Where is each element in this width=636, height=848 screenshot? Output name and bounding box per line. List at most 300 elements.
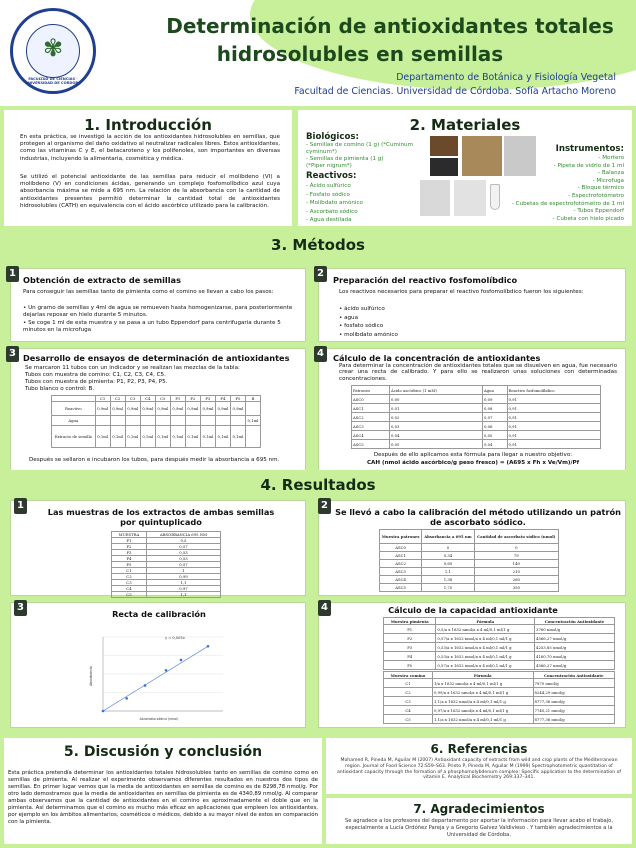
table-cell: C4: [384, 706, 433, 715]
result-4-title: Cálculo de la capacidad antioxidante: [388, 605, 558, 615]
method-3-line: Se marcaron 11 tubos con un indicador y se realizan las mezclas de la tabla:: [25, 365, 240, 371]
table-cell: ASC4: [352, 431, 390, 440]
method-3-line: Tubos con muestra de pimienta: P1, P2, P3, P4, P5.: [25, 379, 168, 385]
instrumento-item: - Cubetas de espectrofotómetro de 1 ml: [511, 200, 624, 207]
chart-ylabel: Absorbancia: [89, 666, 93, 686]
method-4-footer-1: Después de ello aplicamos esta fórmula para llegar a nuestro objetivo:: [373, 452, 573, 458]
university-logo: [10, 8, 96, 94]
table-cell: 0,9ml: [125, 402, 140, 416]
table-cell: 0,91: [507, 413, 600, 422]
table-cell: 0,9ml: [170, 402, 185, 416]
bio-item: - Semillas de comino (1 g) (*Cuminum cyminum*): [306, 142, 414, 155]
table-cell: 0,97/a x 1632 nmol/a x 4 ml/0,1 ml/1 g: [433, 706, 533, 715]
table-cell: C2: [384, 688, 433, 697]
table-row: [384, 625, 615, 634]
table-row: [384, 697, 615, 706]
table-cell: P4: [384, 652, 436, 661]
method-1-title: Obtención de extracto de semillas: [23, 275, 181, 285]
table-cell: [200, 416, 215, 426]
instrumento-item: - Microfuga: [592, 177, 624, 184]
method-2-list: [339, 305, 398, 339]
table-cell: 7740,21 nmol/g: [533, 706, 615, 715]
table-row: [380, 544, 559, 552]
table-cell: 1/a x 1632 nmol/a x 4 ml/0,1 ml/1 g: [433, 679, 533, 688]
table-cell: 0,9ml: [155, 402, 170, 416]
table-cell: 1,1: [146, 592, 220, 598]
reactivo-item: - Fosfato sódico: [306, 191, 350, 198]
table-row: [380, 568, 559, 576]
table-header-cell: Muestra patrones: [380, 530, 422, 544]
table-cell: 4160,70 nmol/g: [535, 652, 615, 661]
instrumento-item: - Pipeta de vidrio de 1 ml: [553, 162, 624, 169]
table-cell: ASC2: [380, 560, 422, 568]
table-row: [352, 413, 601, 422]
table-cell: 0,9ml: [110, 402, 125, 416]
table-row: [352, 422, 601, 431]
materials-section: [298, 110, 632, 226]
table-cell: 0,09: [482, 395, 507, 404]
table-cell: 0,05: [389, 440, 482, 449]
table-cell: 0,69: [422, 560, 474, 568]
logo-leaf-icon: ✾: [42, 34, 64, 62]
table-cell: P2: [112, 544, 147, 550]
table-cell: 0,9ml: [230, 402, 245, 416]
table-header-cell: B: [245, 396, 260, 402]
method-2-item-text: agua: [344, 314, 359, 321]
table-cell: P2: [384, 634, 436, 643]
table-row: [352, 404, 601, 413]
chart-point: [102, 710, 105, 713]
method-3-title: Desarrollo de ensayos de determinación de antioxidantes: [23, 353, 290, 363]
table-cell: 0,53/a x 1632 nmol/a x 4 ml/0,1 ml/1 g: [436, 643, 535, 652]
method-4-panel: [318, 348, 626, 472]
table-cell: 0,9ml: [95, 402, 110, 416]
reactivo-item: - Ácido sulfúrico: [306, 183, 351, 189]
table-row: [384, 634, 615, 643]
method-4-badge: 4: [314, 346, 327, 362]
table-row: [112, 592, 221, 598]
results-title: 4. Resultados: [260, 476, 376, 494]
result-4-badge: 4: [318, 600, 331, 616]
table-header-cell: C5: [155, 396, 170, 402]
table-cell: 4566,27 nmol/g: [535, 634, 615, 643]
table-cell: 0,1ml: [170, 426, 185, 448]
method-2-title: Preparación del reactivo fosfomolíbdico: [333, 275, 518, 285]
instrumento-item: - Mortero: [598, 155, 624, 161]
method-3-badge: 3: [6, 346, 19, 362]
table-header-cell: Reactivo fosfomolíbdico: [507, 386, 600, 395]
result-2-badge: 2: [318, 498, 331, 514]
result-4-table-comino: [383, 671, 615, 724]
thanks-text: Se agradece a los profesores del departamento por aportar la información para llevar acabo el trabajo, especialmente a Lucía Ordóñez Pareja y a Gregorio Galvez Valdivieso . Y también agradecimientos a la Universidad de Córdoba.: [344, 818, 614, 838]
table-cell: 1,1/a x 1632 nmol/a x 4 ml/0,1 ml/1 g: [433, 697, 533, 706]
result-2-table: [379, 529, 559, 592]
method-2-panel: [318, 268, 626, 342]
method-2-item: [339, 331, 398, 340]
table-cell: 7970 nmol/g: [533, 679, 615, 688]
intro-paragraph-2: Se utilizó el potencial antioxidante de las semillas para reducir el molibdeno (VI) a molibdeno (V) en condiciones ácidas, generando un complejo fosfomolíbdico azul cuya absorbancia máxima se mide a 695 nm. La relación de la absorbancia con la cantidad de antioxidantes presentes permitió determinar la cantidad total de antioxidantes hidrosolubles (CATH) en equivalencia con el ácido ascórbico utilizado para la calibración.: [20, 174, 280, 209]
table-cell: [245, 402, 260, 416]
bio-item: - Semillas de pimienta (1 g) (*Piper nigrum*): [306, 156, 384, 169]
table-cell: 0,9ml: [140, 402, 155, 416]
table-cell: 0,1ml: [125, 426, 140, 448]
table-cell: ASC0: [380, 544, 422, 552]
logo-text: FACULTAD DE CIENCIAS · UNIVERSIDAD DE CÓRDOBA: [25, 77, 81, 85]
method-1-intro: Para conseguir las semillas tanto de pimienta como el comino se llevan a cabo los pasos:: [23, 289, 274, 295]
table-cell: ASC3: [352, 422, 390, 431]
result-3-panel: [10, 602, 306, 728]
table-row: [380, 560, 559, 568]
table-cell: 4253,85 nmol/g: [535, 643, 615, 652]
table-cell: 0,07: [482, 413, 507, 422]
bullet-icon: •: [339, 306, 345, 312]
method-2-intro: Los reactivos necesarios para preparar el reactivo fosfomolíbdico fueron los siguientes:: [339, 289, 584, 295]
table-cell: 8777,36 nmol/g: [533, 697, 615, 706]
chart-legend: y = 0,005x: [165, 636, 185, 640]
bullet-icon: •: [23, 305, 29, 311]
table-cell: C5: [112, 592, 147, 598]
table-cell: 0,1ml: [155, 426, 170, 448]
table-header-cell: Fórmula: [436, 618, 535, 625]
table-header-cell: P1: [170, 396, 185, 402]
table-cell: 0,53/a x 1632 nmol/a x 4 ml/0,1 ml/1 g: [436, 652, 535, 661]
table-cell: [230, 416, 245, 426]
methods-band: [0, 230, 636, 478]
instrumento-item: - Tubos Eppendorf: [573, 208, 624, 215]
result-1-table: [111, 531, 221, 598]
table-cell: ASC2: [352, 413, 390, 422]
table-header-cell: P5: [230, 396, 245, 402]
method-4-title: Cálculo de la concentración de antioxidantes: [333, 353, 541, 363]
table-cell: [215, 416, 230, 426]
table-cell: 8777,36 nmol/g: [533, 715, 615, 724]
table-cell: 0,91: [507, 431, 600, 440]
bullet-icon: •: [339, 314, 345, 321]
table-cell: 1,1: [422, 568, 474, 576]
title-line-2: hidrosolubles en semillas: [216, 42, 504, 66]
table-header-cell: ABSORBANCIA 695 NM: [146, 532, 220, 538]
table-cell: ASC5: [352, 440, 390, 449]
table-cell: 0,9ml: [215, 402, 230, 416]
table-cell: 4566,27 nmol/g: [535, 661, 615, 670]
references-text: Mohamed R, Pineda M, Aguilar M (2007) Antioxidant capacity of extracts from wild and crop plants of the Mediterranean region. Journal of Food Science 72:S59–S63. Prieto P, Pineda M, Aguilar M (1999) Spectrophotometric quantitation of antioxidant capacity through the formation of a phosphomolybdenum complex: Specific application to the determination of vitamin E. Analytical Biochemistry 269:337–341.: [336, 758, 622, 781]
discussion-section: [4, 738, 322, 844]
bottom-band: [0, 734, 636, 848]
table-cell: 0,1ml: [200, 426, 215, 448]
table-cell: 0,57/a x 1632 nmol/a x 4 ml/0,1 ml/1 g: [436, 634, 535, 643]
table-cell: 0,00: [389, 395, 482, 404]
table-header-row: [352, 386, 601, 395]
table-cell: P3: [384, 643, 436, 652]
method-1-step-text: Un gramo de semillas y 4ml de agua se remueven hasta homogenizarse, para posteriormente dejarlas reposar en hielo durante 5 minutos.: [23, 305, 293, 319]
table-cell: P4: [112, 556, 147, 562]
method-2-item-text: ácido sulfúrico: [344, 306, 385, 312]
table-cell: 210: [474, 568, 558, 576]
reactivos-title: Reactivos:: [306, 171, 357, 181]
result-2-panel: [318, 500, 626, 596]
result-1-panel: [10, 500, 306, 596]
cumin-seeds-photo: [430, 136, 458, 156]
microfuge-photo: [420, 180, 450, 216]
table-header-cell: Ácido ascórbico (1 mM): [389, 386, 482, 395]
table-header-cell: C1: [95, 396, 110, 402]
table-cell: ASC1: [352, 404, 390, 413]
table-row: [380, 552, 559, 560]
table-header-cell: Concentración Antioxidante: [535, 618, 615, 625]
method-3-line: Tubos con muestra de comino: C1, C2, C3, C4, C5.: [25, 372, 166, 378]
table-cell: 0,53: [146, 550, 220, 556]
chart-point: [144, 684, 147, 687]
table-header-cell: P2: [185, 396, 200, 402]
table-cell: C1: [384, 679, 433, 688]
instrumento-item: - Bloque térmico: [577, 185, 624, 192]
method-3-line: Tubo blanco o control: B.: [25, 386, 95, 392]
table-header-cell: MUESTRA: [112, 532, 147, 538]
table-header-cell: Concentración Antioxidante: [533, 672, 615, 679]
reactivos-list: [306, 182, 363, 225]
table-cell: 0,06: [482, 422, 507, 431]
table-cell: 0,01: [389, 404, 482, 413]
table-cell: 0,91: [507, 422, 600, 431]
table-cell: 0,1ml: [215, 426, 230, 448]
table-cell: 1: [146, 568, 220, 574]
table-cell: P1: [112, 538, 147, 544]
table-cell: 0,91: [507, 395, 600, 404]
instr-title: Instrumentos:: [555, 144, 624, 154]
table-row: [352, 431, 601, 440]
table-cell: 0,08: [482, 404, 507, 413]
table-cell: P3: [112, 550, 147, 556]
table-row: [380, 576, 559, 584]
method-1-step: [23, 320, 301, 334]
table-cell: 0,97: [146, 586, 220, 592]
table-header-cell: Agua: [482, 386, 507, 395]
result-1-badge: 1: [14, 498, 27, 514]
table-header-cell: Muestra pimienta: [384, 618, 436, 625]
table-cell: 0,57/a x 1632 nmol/a x 4 ml/0,1 ml/1 g: [436, 661, 535, 670]
table-cell: [170, 416, 185, 426]
table-row: [52, 426, 261, 448]
table-cell: 1,1: [146, 580, 220, 586]
table-row: [384, 706, 615, 715]
table-cell: 0,1ml: [230, 426, 245, 448]
result-4-panel: [318, 602, 626, 728]
chart-xlabel: Ascorbato sódico (nmol): [139, 717, 179, 721]
table-cell: ASC1: [380, 552, 422, 560]
method-2-item: [339, 305, 398, 314]
table-cell: [155, 416, 170, 426]
method-3-table: [51, 395, 261, 448]
table-cell: 79: [474, 552, 558, 560]
table-cell: 0,91: [507, 404, 600, 413]
method-2-badge: 2: [314, 266, 327, 282]
method-3-footer: Después se sellaron e incubaron los tubos, para después medir la absorbancia a 695 nm.: [29, 457, 280, 463]
table-cell: 0,04: [482, 440, 507, 449]
chart-point: [165, 669, 168, 672]
table-cell: 0,1ml: [185, 426, 200, 448]
table-row: [384, 643, 615, 652]
table-row: [352, 395, 601, 404]
method-2-item: [339, 322, 398, 331]
table-cell: ASC4: [380, 576, 422, 584]
table-header-row: [112, 532, 221, 538]
table-cell: 0,34: [422, 552, 474, 560]
table-header-cell: Fórmula: [433, 672, 533, 679]
references-title: 6. Referencias: [430, 742, 528, 756]
reactivo-item: - Molibdato amónico: [306, 200, 363, 207]
references-section: [326, 738, 632, 794]
table-cell: Reactivo: [52, 402, 96, 416]
instrumento-item: - Cubeta con hielo picado: [552, 215, 624, 222]
result-4-table-pimienta: [383, 617, 615, 670]
table-header-cell: P3: [200, 396, 215, 402]
table-cell: P5: [384, 661, 436, 670]
table-cell: 0: [422, 544, 474, 552]
method-3-panel: [10, 348, 306, 472]
table-row: [352, 440, 601, 449]
table-cell: 1,1/a x 1632 nmol/a x 4 ml/0,1 ml/1 g: [433, 715, 533, 724]
table-cell: [95, 416, 110, 426]
reactivo-item: - Ascorbato sódico: [306, 208, 358, 215]
intro-paragraph-1: En esta práctica, se investigó la acción de los antioxidantes hidrosolubles en semillas, que protegen al organismo del daño oxidativo al neutralizar radicales libres. Estos antioxidantes, como las vitaminas C y E, el betacaroteno y los polifenoles, son importantes en diversas industrias, incluyendo la alimentaria, cosmética y médica.: [20, 134, 280, 162]
department: Departamento de Botánica y Fisiología Vegetal: [396, 72, 616, 83]
bullet-icon: •: [339, 331, 345, 338]
bullet-icon: •: [339, 323, 345, 330]
table-cell: 0,9ml: [185, 402, 200, 416]
table-row: [384, 652, 615, 661]
table-cell: 0,99: [146, 574, 220, 580]
method-1-step: [23, 305, 301, 319]
table-cell: 0,9ml: [200, 402, 215, 416]
table-cell: ASC5: [380, 584, 422, 592]
table-cell: ASC3: [380, 568, 422, 576]
intro-title: 1. Introducción: [84, 116, 212, 134]
chart-point: [180, 659, 183, 662]
chart-point: [125, 697, 128, 700]
table-cell: 0,57: [146, 544, 220, 550]
table-row: [384, 679, 615, 688]
table-header-cell: Muestra comino: [384, 672, 433, 679]
method-2-item-text: molibdato amónico: [344, 331, 398, 338]
table-row: [380, 584, 559, 592]
chart-point: [207, 645, 210, 648]
title-line-1: Determinación de antioxidantes totales: [166, 14, 614, 38]
table-cell: 0,1ml: [95, 426, 110, 448]
intro-section: [4, 110, 292, 226]
table-header-cell: C4: [140, 396, 155, 402]
table-cell: 0,05: [482, 431, 507, 440]
table-cell: 0,53: [146, 556, 220, 562]
method-4-formula: CAH (nmol ácido ascórbico/g peso fresco) = (A695 x Fh x Ve/Vm)/Pf: [366, 460, 580, 466]
bio-title: Biológicos:: [306, 132, 359, 142]
table-header-cell: P4: [215, 396, 230, 402]
method-1-panel: [10, 268, 306, 342]
table-cell: 260: [474, 576, 558, 584]
table-cell: C5: [384, 715, 433, 724]
table-cell: 0,5: [146, 538, 220, 544]
table-row: [384, 715, 615, 724]
table-header-row: [384, 672, 615, 679]
table-cell: [245, 426, 260, 448]
table-row: [384, 688, 615, 697]
table-cell: 0,1ml: [110, 426, 125, 448]
table-cell: 0: [474, 544, 558, 552]
table-cell: [125, 416, 140, 426]
table-cell: 0,5/a x 1632 nmol/a x 4 ml/0,1 ml/1 g: [436, 625, 535, 634]
table-cell: P1: [384, 625, 436, 634]
bullet-icon: •: [23, 320, 29, 326]
table-header-cell: C2: [110, 396, 125, 402]
table-cell: [140, 416, 155, 426]
method-4-intro: Para determinar la concentración de antioxidantes totales que se disuelven en agua, fue necesario crear una recta de calibrado. Y para ello se realizaron unas soluciones con determinadas concentraciones.: [339, 363, 617, 382]
table-cell: Agua: [52, 416, 96, 426]
table-header-cell: Cantidad de ascorbato sódico (nmol): [474, 530, 558, 544]
table-cell: [110, 416, 125, 426]
table-cell: C2: [112, 574, 147, 580]
table-row: [384, 661, 615, 670]
table-cell: 0,03: [389, 422, 482, 431]
table-cell: 1,75: [422, 584, 474, 592]
method-1-badge: 1: [6, 266, 19, 282]
materials-title: 2. Materiales: [409, 116, 521, 134]
table-cell: 0,57: [146, 562, 220, 568]
thanks-section: [326, 798, 632, 844]
method-2-item-text: fosfato sódico: [344, 323, 384, 330]
table-cell: 140: [474, 560, 558, 568]
result-2-title: Se llevó a cabo la calibración del método utilizando un patrón de ascorbato sódico.: [335, 507, 621, 527]
table-cell: [185, 416, 200, 426]
chart-trendline: [103, 646, 208, 711]
table-cell: 0,02: [389, 413, 482, 422]
header: [0, 0, 636, 107]
table-cell: 0,91: [507, 440, 600, 449]
faculty: Facultad de Ciencias. Universidad de Córdoba. Sofía Artacho Moreno: [294, 86, 616, 97]
table-header-row: [380, 530, 559, 544]
table-cell: 3760 nmol/g: [535, 625, 615, 634]
table-cell: C1: [112, 568, 147, 574]
instrumento-item: - Espectrofotómetro: [568, 192, 624, 199]
method-2-item: [339, 314, 398, 323]
result-1-title: Las muestras de los extractos de ambas semillas por quintuplicado: [47, 507, 275, 527]
results-band: [0, 470, 636, 734]
method-1-step-text: Se coge 1 ml de esta muestra y se pasa a un tubo Eppendorf para centrifugaria durante 5 minutos en la microfuga: [23, 320, 281, 334]
methods-title: 3. Métodos: [271, 236, 365, 254]
instrumento-item: - Balanza: [598, 170, 624, 177]
method-4-table: [351, 385, 601, 449]
table-header-cell: Absorbancia a 695 nm: [422, 530, 474, 544]
table-header-cell: C3: [125, 396, 140, 402]
instrumentos-list: [464, 155, 624, 223]
table-row: [52, 416, 261, 426]
table-header-cell: Patrones: [352, 386, 390, 395]
discussion-title: 5. Discusión y conclusión: [63, 744, 263, 760]
table-cell: 1,38: [422, 576, 474, 584]
table-cell: C4: [112, 586, 147, 592]
table-cell: Extracto de semilla: [52, 426, 96, 448]
table-cell: 0,99/a x 1632 nmol/a x 4 ml/0,1 ml/1 g: [433, 688, 533, 697]
table-row: [52, 402, 261, 416]
table-cell: P5: [112, 562, 147, 568]
chart-title: Recta de calibración: [112, 609, 206, 619]
thanks-title: 7. Agradecimientos: [413, 802, 545, 816]
table-cell: ASC0: [352, 395, 390, 404]
pepper-seeds-photo: [430, 158, 458, 176]
table-cell: 0,1ml: [245, 416, 260, 426]
result-3-badge: 3: [14, 600, 27, 616]
table-cell: C3: [384, 697, 433, 706]
table-cell: C3: [112, 580, 147, 586]
table-cell: 0,1ml: [140, 426, 155, 448]
